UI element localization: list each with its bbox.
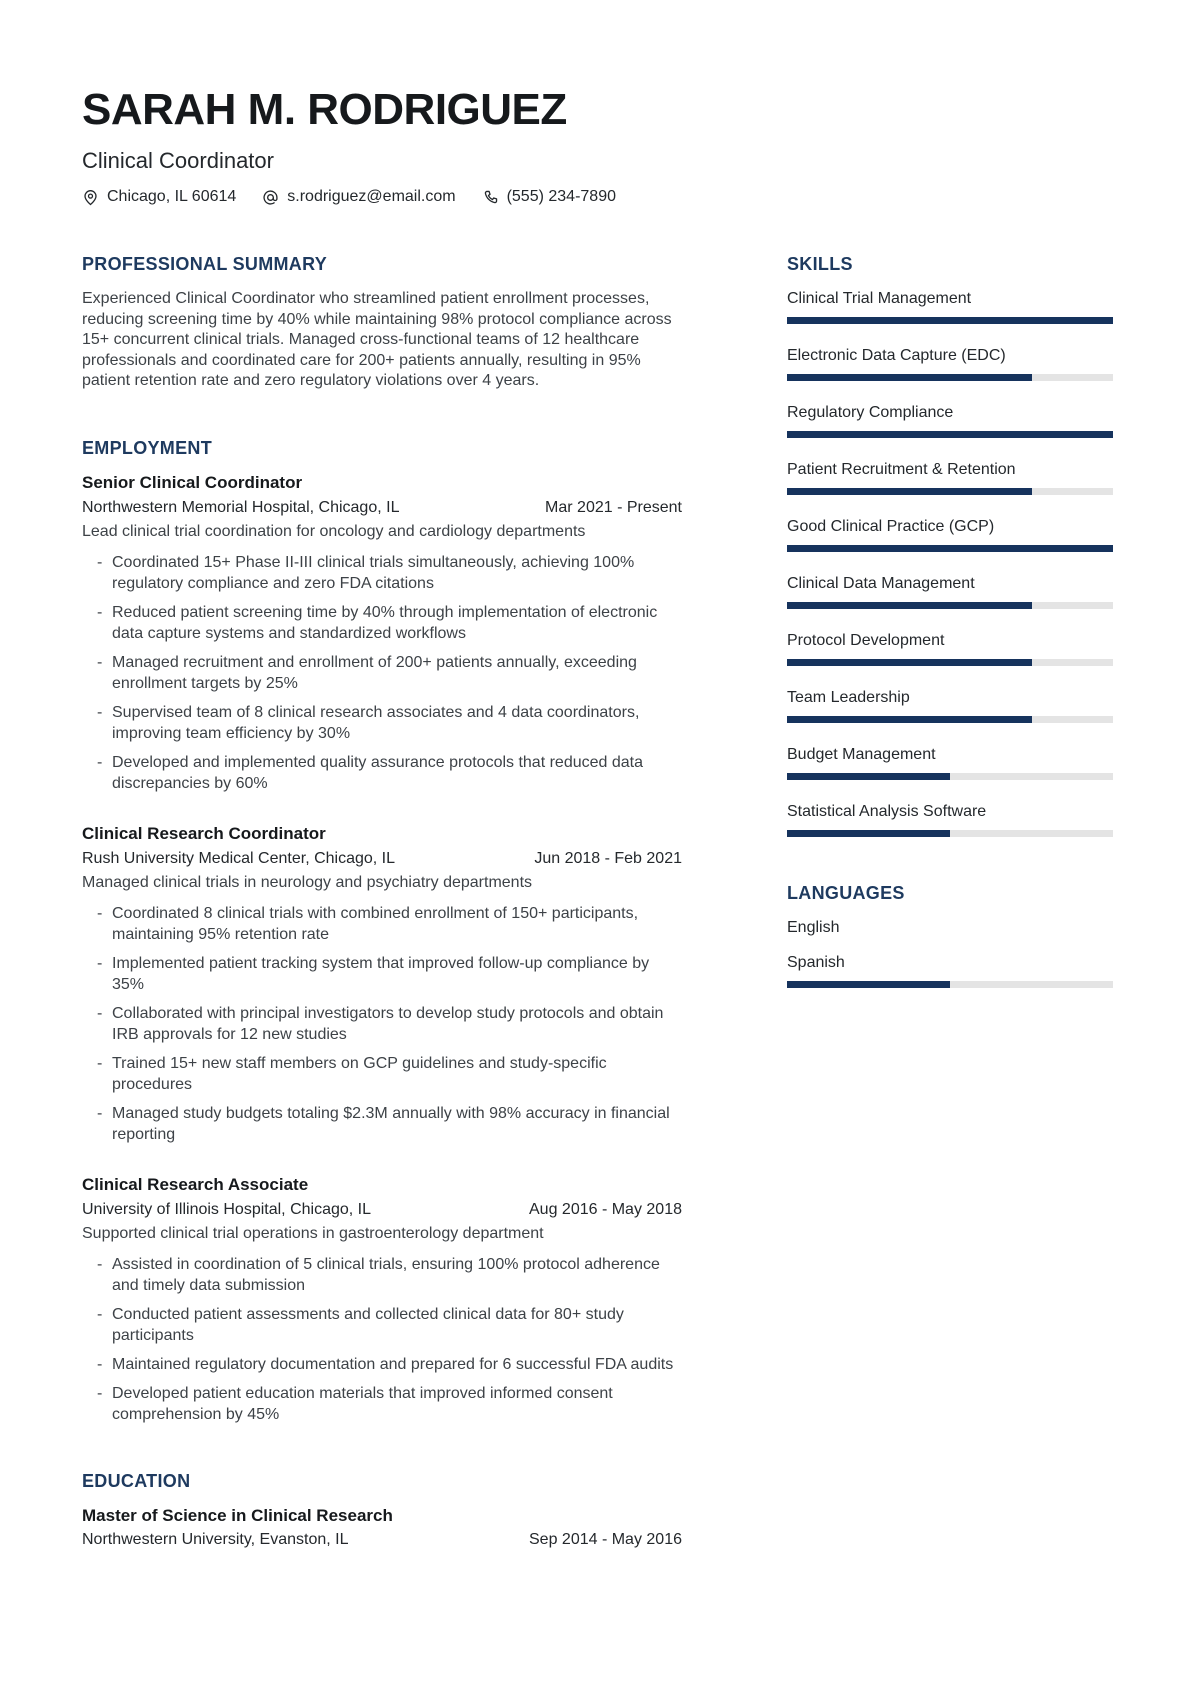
sidebar-column	[787, 254, 1113, 1034]
bullet-item: - Collaborated with principal investigators to develop study protocols and obtain IRB approvals for 12 new studies	[82, 1003, 682, 1045]
employment-heading: EMPLOYMENT	[82, 437, 213, 458]
bullet-item: - Trained 15+ new staff members on GCP guidelines and study-specific procedures	[82, 1053, 682, 1095]
skill-label: Clinical Data Management	[787, 575, 975, 592]
skill-bar	[787, 602, 1113, 609]
job-summary: Lead clinical trial coordination for oncology and cardiology departments	[82, 522, 586, 540]
section-skills	[787, 254, 1113, 837]
bullet-item: - Supervised team of 8 clinical research associates and 4 data coordinators, improving team efficiency by 30%	[82, 702, 682, 744]
job-summary: Managed clinical trials in neurology and psychiatry departments	[82, 873, 533, 891]
summary-text: Experienced Clinical Coordinator who streamlined patient enrollment processes, reducing screening time by 40% while maintaining 98% protocol compliance across 15+ concurrent clinical trials. Managed cross-functional teams of 12 healthcare professionals and coordinated care for 200+ patients annually, resulting in 95% patient retention rate and zero regulatory violations over 4 years.	[82, 290, 672, 389]
job-bullets	[82, 1254, 682, 1425]
skill-item	[787, 403, 1113, 438]
job-dates: Jun 2018 - Feb 2021	[534, 849, 682, 867]
bullet-item: - Coordinated 15+ Phase II-III clinical trials simultaneously, achieving 100% regulatory compliance and zero FDA citations	[82, 552, 682, 594]
bullet-item: - Coordinated 8 clinical trials with combined enrollment of 150+ participants, maintaining 95% retention rate	[82, 903, 682, 945]
job-dates: Aug 2016 - May 2018	[529, 1200, 682, 1218]
job-title: Clinical Research Associate	[82, 1174, 309, 1194]
skill-bar-fill	[787, 773, 950, 780]
skill-bar	[787, 659, 1113, 666]
contact-location	[82, 188, 236, 206]
content-columns	[82, 254, 1113, 1598]
skill-bar-fill	[787, 317, 1113, 324]
language-item	[787, 918, 1113, 937]
language-bar	[787, 981, 1113, 988]
bullet-item: - Developed patient education materials that improved informed consent comprehension by 45%	[82, 1383, 682, 1425]
skill-label: Clinical Trial Management	[787, 290, 972, 307]
job-company-line	[82, 1198, 682, 1222]
job-bullets	[82, 552, 682, 794]
bullet-item: - Conducted patient assessments and collected clinical data for 80+ study participants	[82, 1304, 682, 1346]
education-school: Northwestern University, Evanston, IL	[82, 1530, 349, 1548]
skill-bar-fill	[787, 659, 1032, 666]
bullet-item: - Assisted in coordination of 5 clinical trials, ensuring 100% protocol adherence and timely data submission	[82, 1254, 682, 1296]
job-entry	[82, 824, 682, 1145]
bullet-item: - Developed and implemented quality assurance protocols that reduced data discrepancies by 60%	[82, 752, 682, 794]
skill-item	[787, 517, 1113, 552]
education-degree: Master of Science in Clinical Research	[82, 1505, 393, 1525]
skill-label: Budget Management	[787, 746, 936, 763]
skill-bar	[787, 374, 1113, 381]
job-company: Northwestern Memorial Hospital, Chicago, IL	[82, 498, 400, 516]
skill-bar-fill	[787, 488, 1032, 495]
skills-heading: SKILLS	[787, 254, 853, 274]
education-school-line	[82, 1528, 682, 1552]
skill-bar	[787, 773, 1113, 780]
section-professional-summary	[82, 254, 682, 392]
candidate-title: Clinical Coordinator	[82, 148, 274, 173]
skill-bar	[787, 716, 1113, 723]
language-bar-fill	[787, 981, 950, 988]
main-column	[82, 254, 682, 1598]
contact-phone	[482, 188, 616, 206]
skill-bar	[787, 488, 1113, 495]
location-text: Chicago, IL 60614	[107, 188, 237, 205]
candidate-name: SARAH M. RODRIGUEZ	[82, 85, 567, 134]
skill-bar-fill	[787, 830, 950, 837]
section-education	[82, 1471, 682, 1552]
skill-label: Good Clinical Practice (GCP)	[787, 518, 995, 535]
job-summary: Supported clinical trial operations in gastroenterology department	[82, 1224, 544, 1242]
bullet-item: - Implemented patient tracking system that improved follow-up compliance by 35%	[82, 953, 682, 995]
languages-heading: LANGUAGES	[787, 883, 905, 903]
skill-bar-fill	[787, 431, 1113, 438]
job-company-line	[82, 847, 682, 871]
skill-item	[787, 631, 1113, 666]
bullet-item: - Reduced patient screening time by 40% through implementation of electronic data capture systems and standardized workflows	[82, 602, 682, 644]
skill-label: Team Leadership	[787, 689, 910, 706]
skill-item	[787, 802, 1113, 837]
skill-item	[787, 574, 1113, 609]
job-entry	[82, 1175, 682, 1425]
phone-text: (555) 234-7890	[506, 188, 616, 205]
skill-bar-fill	[787, 716, 1032, 723]
skill-label: Regulatory Compliance	[787, 404, 954, 421]
job-company: University of Illinois Hospital, Chicago, IL	[82, 1200, 372, 1218]
skill-bar	[787, 431, 1113, 438]
contact-row	[82, 188, 1113, 206]
job-bullets	[82, 903, 682, 1145]
job-title: Senior Clinical Coordinator	[82, 472, 303, 492]
skill-bar	[787, 545, 1113, 552]
email-text: s.rodriguez@email.com	[287, 188, 456, 205]
job-entry	[82, 473, 682, 794]
bullet-item: - Managed study budgets totaling $2.3M annually with 98% accuracy in financial reporting	[82, 1103, 682, 1145]
skill-item	[787, 745, 1113, 780]
section-employment	[82, 438, 682, 1425]
at-icon	[262, 189, 279, 206]
language-item	[787, 953, 1113, 988]
job-company-line	[82, 496, 682, 520]
skill-bar-fill	[787, 374, 1032, 381]
skill-item	[787, 460, 1113, 495]
education-dates: Sep 2014 - May 2016	[529, 1530, 682, 1548]
skill-bar-fill	[787, 602, 1032, 609]
skill-bar	[787, 317, 1113, 324]
skill-label: Protocol Development	[787, 632, 945, 649]
contact-email	[262, 188, 455, 206]
job-dates: Mar 2021 - Present	[545, 498, 682, 516]
skill-bar-fill	[787, 545, 1113, 552]
section-languages	[787, 883, 1113, 988]
location-pin-icon	[82, 189, 99, 206]
job-company: Rush University Medical Center, Chicago, IL	[82, 849, 396, 867]
skill-label: Patient Recruitment & Retention	[787, 461, 1016, 478]
phone-icon	[482, 189, 499, 206]
summary-heading: PROFESSIONAL SUMMARY	[82, 254, 328, 274]
skill-item	[787, 688, 1113, 723]
skill-label: Statistical Analysis Software	[787, 803, 987, 820]
skill-item	[787, 346, 1113, 381]
skill-label: Electronic Data Capture (EDC)	[787, 347, 1006, 364]
skill-bar	[787, 830, 1113, 837]
bullet-item: - Maintained regulatory documentation and prepared for 6 successful FDA audits	[82, 1354, 682, 1375]
language-label: English	[787, 919, 840, 936]
resume-header	[82, 85, 1113, 206]
job-title: Clinical Research Coordinator	[82, 823, 326, 843]
bullet-item: - Managed recruitment and enrollment of 200+ patients annually, exceeding enrollment targets by 25%	[82, 652, 682, 694]
skill-item	[787, 289, 1113, 324]
education-heading: EDUCATION	[82, 1470, 191, 1491]
language-label: Spanish	[787, 954, 845, 971]
